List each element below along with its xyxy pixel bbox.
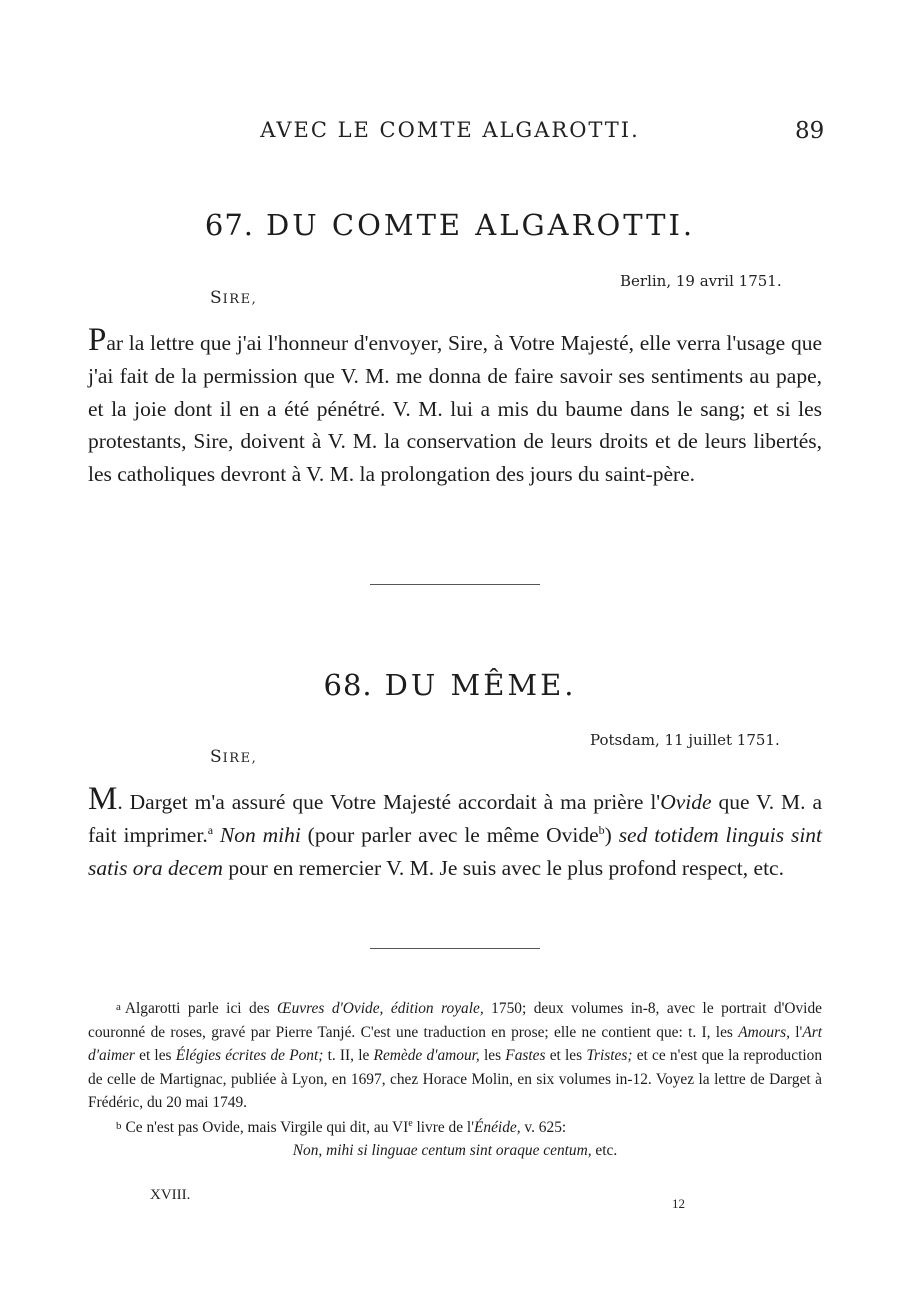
letter-68-text-3: (pour parler avec le même Ovide [300, 822, 599, 847]
page-number: 89 [795, 118, 825, 144]
footnote-b-text-2: livre de l' [412, 1118, 474, 1136]
letter-68-non-mihi: Non mihi [219, 822, 301, 847]
letter-68-title: DU MÊME. [384, 668, 577, 702]
footnote-b-eneide: Énéide, [473, 1118, 521, 1136]
footnote-a-text-6: les [479, 1047, 506, 1064]
footnote-a-text-5: t. II, le [323, 1047, 374, 1064]
note-b-ref: b [598, 822, 605, 837]
sheet-number: 12 [672, 1196, 685, 1211]
letter-68-ovide: Ovide [660, 790, 712, 814]
letter-68-latin-quote: sed totidem linguis sint satis ora decem [88, 822, 823, 880]
section-divider-1 [370, 584, 540, 585]
letter-67-heading [0, 208, 900, 242]
letter-67-title: DU COMTE ALGAROTTI. [266, 208, 696, 242]
letter-68-text-5: pour en remercier V. M. Je suis avec le plus profond respect, etc. [222, 855, 784, 880]
footnote-a-text-8: et ce n'est que la reproduction de celle de Martignac, publiée à Lyon, en 1697, chez Horace Molin, en six volumes in-12. Voyez la lettre de Darget à Frédéric, du 20 mai 1749. [88, 1047, 823, 1111]
footnote-a-text-3: l' [789, 1023, 803, 1041]
signature-mark: XVIII. [150, 1187, 191, 1203]
footnote-a-remede: Remède d'amour, [373, 1047, 480, 1064]
footnote-b [88, 1115, 822, 1163]
letter-67-salutation-initial: S [210, 288, 223, 308]
letter-67-salutation [210, 288, 257, 308]
letter-68-salutation [210, 747, 257, 767]
footnote-a-text-7: et les [545, 1047, 587, 1064]
letter-68-number: 68. [323, 668, 373, 702]
footnote-b-mark: b [116, 1119, 122, 1132]
footnote-a [88, 996, 822, 1115]
footnote-b-verse-text: Non, mihi si linguae centum sint oraque centum, [292, 1142, 592, 1159]
letter-67-text: ar la lettre que j'ai l'honneur d'envoyer, Sire, à Votre Majesté, elle verra l'usage que j'ai fait de la permission que V. M. me donna de faire savoir ses sentiments au pape, et la joie dont il en a été pénétré. V. M. lui a mis du baume dans le sang; et si les protestants, Sire, doivent à V. M. la conservation de leurs droits et de leurs libertés, les catholiques devront à V. M. la prolongation des jours du saint-père. [88, 331, 822, 487]
letter-68-body [88, 781, 823, 884]
letter-67-body [88, 322, 822, 491]
footnote-b-sup: e [408, 1117, 413, 1129]
footnote-a-oeuvres: Œuvres d'Ovide, édition royale, [277, 1000, 484, 1017]
footnote-a-amours: Amours, [738, 1023, 790, 1041]
footnote-a-elegies: Élégies écrites de Pont; [175, 1047, 324, 1064]
letter-67-number: 67. [204, 208, 254, 242]
footnote-a-fastes: Fastes [505, 1047, 546, 1064]
letter-67-dropcap: P [88, 322, 107, 358]
note-a-ref: a [207, 822, 214, 837]
letter-68-salutation-rest: IRE, [222, 751, 258, 766]
footnote-a-text-4: et les [134, 1047, 176, 1064]
footnote-b-verse-end: etc. [591, 1142, 618, 1159]
section-divider-2 [370, 948, 540, 949]
letter-68-heading [0, 668, 900, 702]
letter-67-dateline: Berlin, 19 avril 1751. [620, 272, 782, 290]
footnote-a-art: Art d'aimer [88, 1023, 822, 1064]
letter-68-text-1: . Darget m'a assuré que Votre Majesté accordait à ma prière l' [117, 790, 661, 814]
footnote-b-verse [88, 1139, 822, 1163]
running-head: AVEC LE COMTE ALGAROTTI. [260, 118, 640, 142]
footnote-b-text-1: Ce n'est pas Ovide, mais Virgile qui dit, au VI [125, 1118, 409, 1136]
letter-67-salutation-rest: IRE, [222, 292, 258, 307]
footnote-a-text-2: 1750; deux volumes in-8, avec le portrait d'Ovide couronné de roses, gravé par Pierre Tanjé. C'est une traduction en prose; elle ne contient que: t. I, les [88, 1000, 822, 1041]
footnote-a-text-1: Algarotti parle ici des [124, 1000, 278, 1017]
letter-68-dateline: Potsdam, 11 juillet 1751. [590, 731, 780, 749]
footnote-b-text-3: v. 625: [520, 1118, 567, 1136]
letter-68-text-2: que V. M. a fait imprimer. [88, 790, 822, 847]
letter-68-salutation-initial: S [210, 747, 223, 767]
letter-68-text-4: ) [604, 822, 619, 847]
footnotes [88, 996, 822, 1163]
footnote-a-mark: a [116, 1001, 121, 1013]
letter-68-dropcap: M [88, 781, 118, 817]
footnote-a-tristes: Tristes; [586, 1047, 633, 1064]
